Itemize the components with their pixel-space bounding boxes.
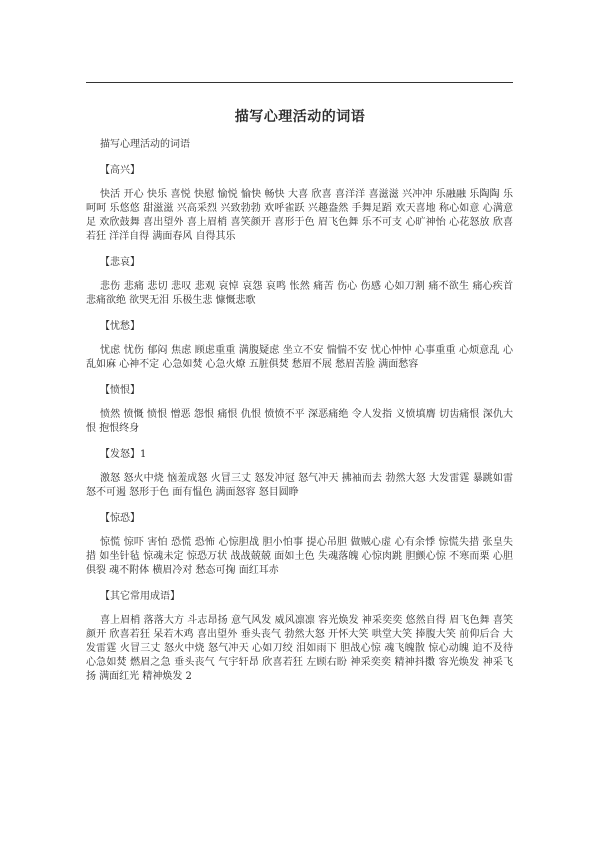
section-heading: 【其它常用成语】 xyxy=(100,591,180,602)
page-title: 描写心理活动的词语 xyxy=(234,109,366,125)
section-heading: 【高兴】 xyxy=(100,165,140,176)
header-rule xyxy=(86,82,513,83)
section-text: 快活 开心 快乐 喜悦 快慰 愉悦 愉快 畅快 大喜 欣喜 喜洋洋 喜滋滋 兴冲冲 乐融融 乐陶陶 乐呵呵 乐悠悠 甜滋滋 兴高采烈 兴致勃勃 欢呼雀跃 兴趣盎然 手舞足蹈 欢天喜地 称心如意 心满意足 欢欣鼓舞 喜出望外 喜上眉梢 喜笑颜开 喜形于色 眉飞色舞 乐不可支 心旷神怡 心花怒放 欣喜若狂 洋洋自得 满面春风 自得其乐 xyxy=(86,189,513,242)
section-other-idioms xyxy=(86,590,513,684)
section-heading: 【发怒】1 xyxy=(100,449,147,460)
section-hatred xyxy=(86,384,513,436)
section-fear xyxy=(86,512,513,578)
section-heading: 【惊恐】 xyxy=(100,513,140,524)
section-text: 悲伤 悲痛 悲切 悲叹 悲观 哀悼 哀怨 哀鸣 怅然 痛苦 伤心 伤感 心如刀割 痛不欲生 痛心疾首 悲痛欲绝 欲哭无泪 乐极生悲 慷慨悲歌 xyxy=(86,281,513,306)
section-sad xyxy=(86,256,513,308)
section-text: 惊慌 惊吓 害怕 恐慌 恐怖 心惊胆战 胆小怕事 提心吊胆 做贼心虚 心有余悸 惊慌失措 张皇失措 如坐针毡 惊魂未定 惊恐万状 战战兢兢 面如土色 失魂落魄 心惊肉跳 胆颤心惊 不寒而栗 心胆俱裂 魂不附体 横眉冷对 愁态可掬 面红耳赤 xyxy=(86,537,513,576)
section-happy xyxy=(86,164,513,244)
document-subtitle: 描写心理活动的词语 xyxy=(100,139,190,150)
section-text: 忧虑 忧伤 郁闷 焦虑 顾虑重重 满腹疑虑 坐立不安 惴惴不安 忧心忡忡 心事重重 心烦意乱 心乱如麻 心神不定 心急如焚 心急火燎 五脏俱焚 愁眉不展 愁眉苦脸 满面愁容 xyxy=(86,345,513,370)
section-heading: 【悲哀】 xyxy=(100,257,140,268)
section-heading: 【愤恨】 xyxy=(100,385,140,396)
document-content xyxy=(86,138,513,696)
section-worry xyxy=(86,320,513,372)
section-anger xyxy=(86,448,513,500)
section-text: 喜上眉梢 落落大方 斗志昂扬 意气风发 威风凛凛 容光焕发 神采奕奕 悠然自得 眉飞色舞 喜笑颜开 欣喜若狂 呆若木鸡 喜出望外 垂头丧气 勃然大怒 开怀大笑 哄堂大笑 捧腹大笑 前仰后合 大发雷霆 火冒三丈 怒火中烧 怒气冲天 心如刀绞 泪如雨下 胆战心惊 魂飞魄散 惊心动魄 迫不及待 心急如焚 燃眉之急 垂头丧气 气宇轩昂 欣喜若狂 左顾右盼 神采奕奕 精神抖擞 容光焕发 神采飞扬 满面红光 精神焕发 2 xyxy=(86,615,513,682)
section-heading: 【忧愁】 xyxy=(100,321,140,332)
section-text: 愤然 愤慨 愤恨 憎恶 怨恨 痛恨 仇恨 愤愤不平 深恶痛绝 令人发指 义愤填膺 切齿痛恨 深仇大恨 抱恨终身 xyxy=(86,409,513,434)
section-text: 激怒 怒火中烧 恼羞成怒 火冒三丈 怒发冲冠 怒气冲天 拂袖而去 勃然大怒 大发雷霆 暴跳如雷 怒不可遏 怒形于色 面有愠色 满面怒容 怒目圆睁 xyxy=(86,473,513,498)
